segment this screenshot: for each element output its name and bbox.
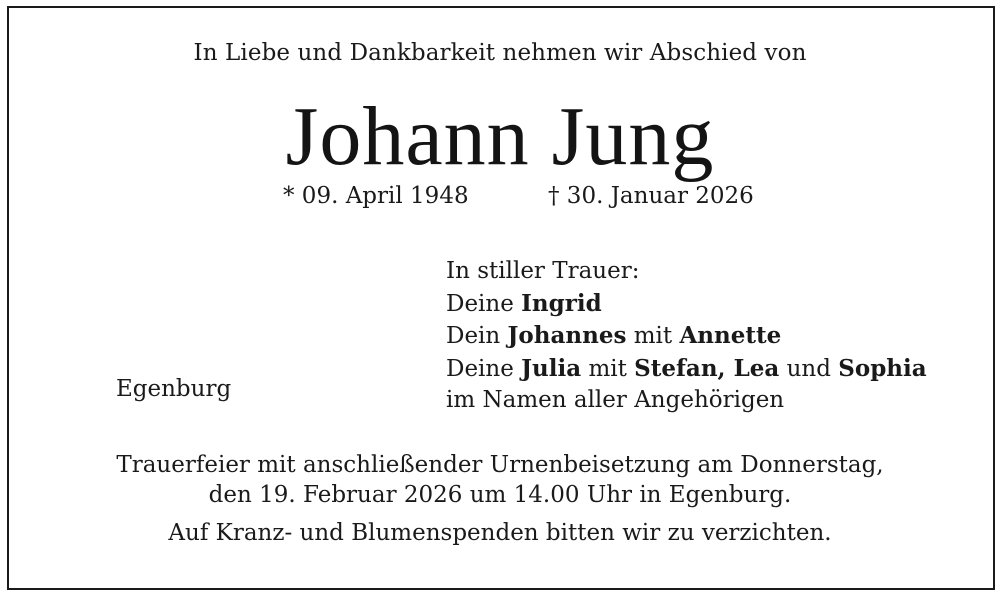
mourners-block [446,256,927,417]
mourner-line-1 [446,288,927,321]
intro-text: In Liebe und Dankbarkeit nehmen wir Abschied von [193,40,807,66]
mourner-text: mit [581,355,635,382]
service-line-1: Trauerfeier mit anschließender Urnenbeisetzung am Donnerstag, [116,452,884,478]
mourner-text: mit [626,323,680,349]
mourner-line-2 [446,320,927,353]
mourner-name: Julia [521,354,582,382]
birth-date: * 09. April 1948 [283,183,469,209]
mourners-heading: In stiller Trauer: [446,258,640,284]
mourner-name: Johannes [507,322,627,349]
service-line-3: Auf Kranz- und Blumenspenden bitten wir zu verzichten. [168,520,832,546]
mourner-line-3 [446,353,927,386]
mourner-name: Annette [679,322,782,349]
death-date: † 30. Januar 2026 [548,183,754,209]
deceased-name: Johann Jung [285,90,715,183]
mourner-text: und [779,355,839,382]
mourner-text: Dein [446,323,508,349]
place-name: Egenburg [116,376,232,402]
mourner-text: Deine [446,355,522,382]
mourner-name: Sophia [838,354,927,382]
mourner-name: Ingrid [521,289,602,317]
mourner-text: Deine [446,290,522,317]
service-line-2: den 19. Februar 2026 um 14.00 Uhr in Egenburg. [208,482,792,508]
mourner-line-4: im Namen aller Angehörigen [446,387,785,413]
mourner-name: Stefan, Lea [634,354,780,382]
